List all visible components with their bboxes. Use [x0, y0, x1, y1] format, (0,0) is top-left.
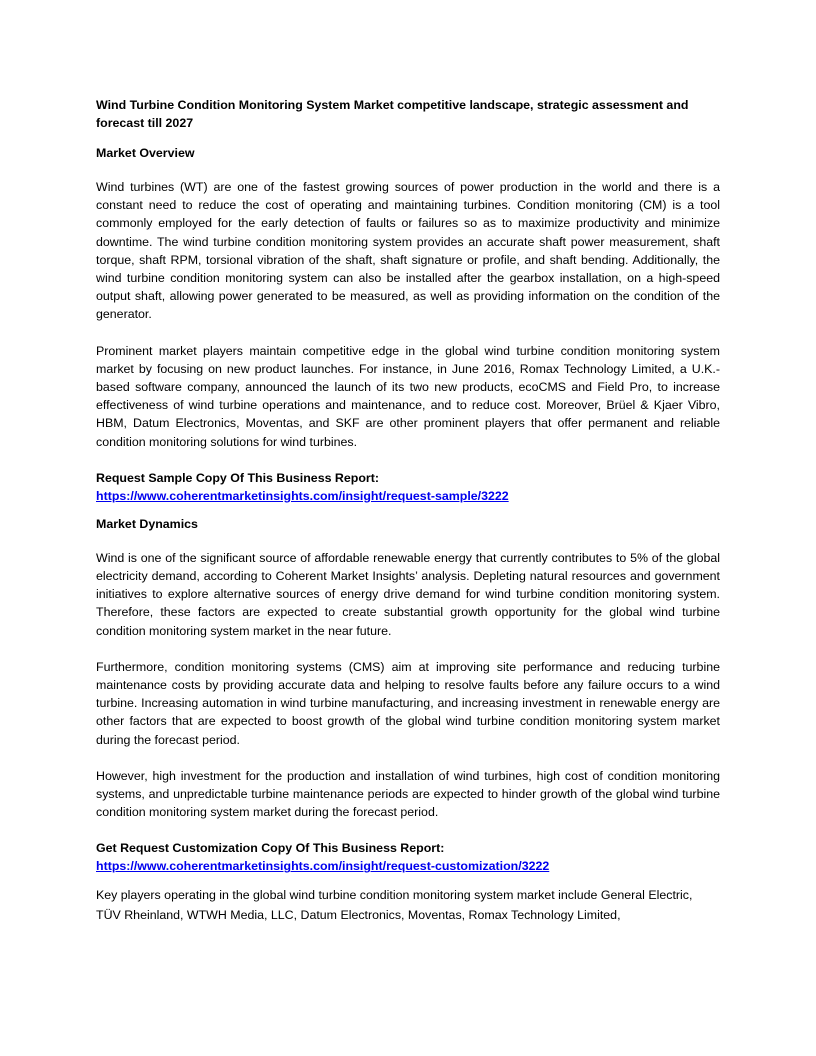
key-players-paragraph: Key players operating in the global wind turbine condition monitoring system market include General Electric, TÜV Rheinland, WTWH Media, LLC, Datum Electronics, Moventas, Romax Technology Limited, — [96, 888, 693, 923]
dynamics-paragraph-1: Wind is one of the significant source of affordable renewable energy that currently contributes to 5% of the global electricity demand, according to Coherent Market Insights’ analysis. Depleting natural resources and government initiatives to explore alternative sources of energy drive demand for wind turbine condition monitoring system. Therefore, these factors are expected to create substantial growth opportunity for the global wind turbine condition monitoring system market in the near future. — [96, 550, 720, 638]
request-sample-label: Request Sample Copy Of This Business Report: — [96, 470, 379, 485]
dynamics-paragraph-3: However, high investment for the production and installation of wind turbines, high cost of condition monitoring systems, and unpredictable turbine maintenance periods are expected to hinder growth of the global wind turbine condition monitoring system market during the forecast period. — [96, 768, 720, 820]
overview-paragraph-1: Wind turbines (WT) are one of the fastest growing sources of power production in the world and there is a constant need to reduce the cost of operating and maintaining turbines. Condition monitoring (CM) is a tool commonly employed for the early detection of faults or failures so as to maximize productivity and minimize downtime. The wind turbine condition monitoring system provides an accurate shaft power measurement, shaft torque, shaft RPM, torsional vibration of the shaft, shaft signature or profile, and shaft bending. Additionally, the wind turbine condition monitoring system can also be installed after the gearbox installation, on a high-speed output shaft, allowing power generated to be measured, as well as providing information on the condition of the generator. — [96, 180, 720, 322]
market-dynamics-heading: Market Dynamics — [96, 516, 198, 531]
request-customization-block — [96, 839, 720, 875]
dynamics-paragraph-2: Furthermore, condition monitoring systems (CMS) aim at improving site performance and reducing turbine maintenance costs by providing accurate data and helping to resolve faults before any failure occurs to a wind turbine. Increasing automation in wind turbine manufacturing, and increasing investment in renewable energy are other factors that are expected to boost growth of the global wind turbine condition monitoring system market during the forecast period. — [96, 659, 720, 747]
market-overview-heading: Market Overview — [96, 146, 195, 160]
request-customization-label: Get Request Customization Copy Of This Business Report: — [96, 841, 445, 856]
overview-paragraph-2: Prominent market players maintain competitive edge in the global wind turbine condition monitoring system market by focusing on new product launches. For instance, in June 2016, Romax Technology Limited, a U.K.-based software company, announced the launch of its two new products, ecoCMS and Field Pro, to increase effectiveness of wind turbine operations and maintenance, and to reduce cost. Moreover, Brüel & Kjaer Vibro, HBM, Datum Electronics, Moventas, and SKF are other prominent players that offer permanent and reliable condition monitoring solutions for wind turbines. — [96, 343, 720, 449]
document-page — [96, 96, 720, 943]
document-title: Wind Turbine Condition Monitoring System Market competitive landscape, strategic assessment and forecast till 2027 — [96, 98, 689, 130]
request-customization-link[interactable]: https://www.coherentmarketinsights.com/insight/request-customization/3222 — [96, 859, 550, 874]
request-sample-link[interactable]: https://www.coherentmarketinsights.com/insight/request-sample/3222 — [96, 488, 509, 503]
request-sample-block — [96, 469, 720, 505]
